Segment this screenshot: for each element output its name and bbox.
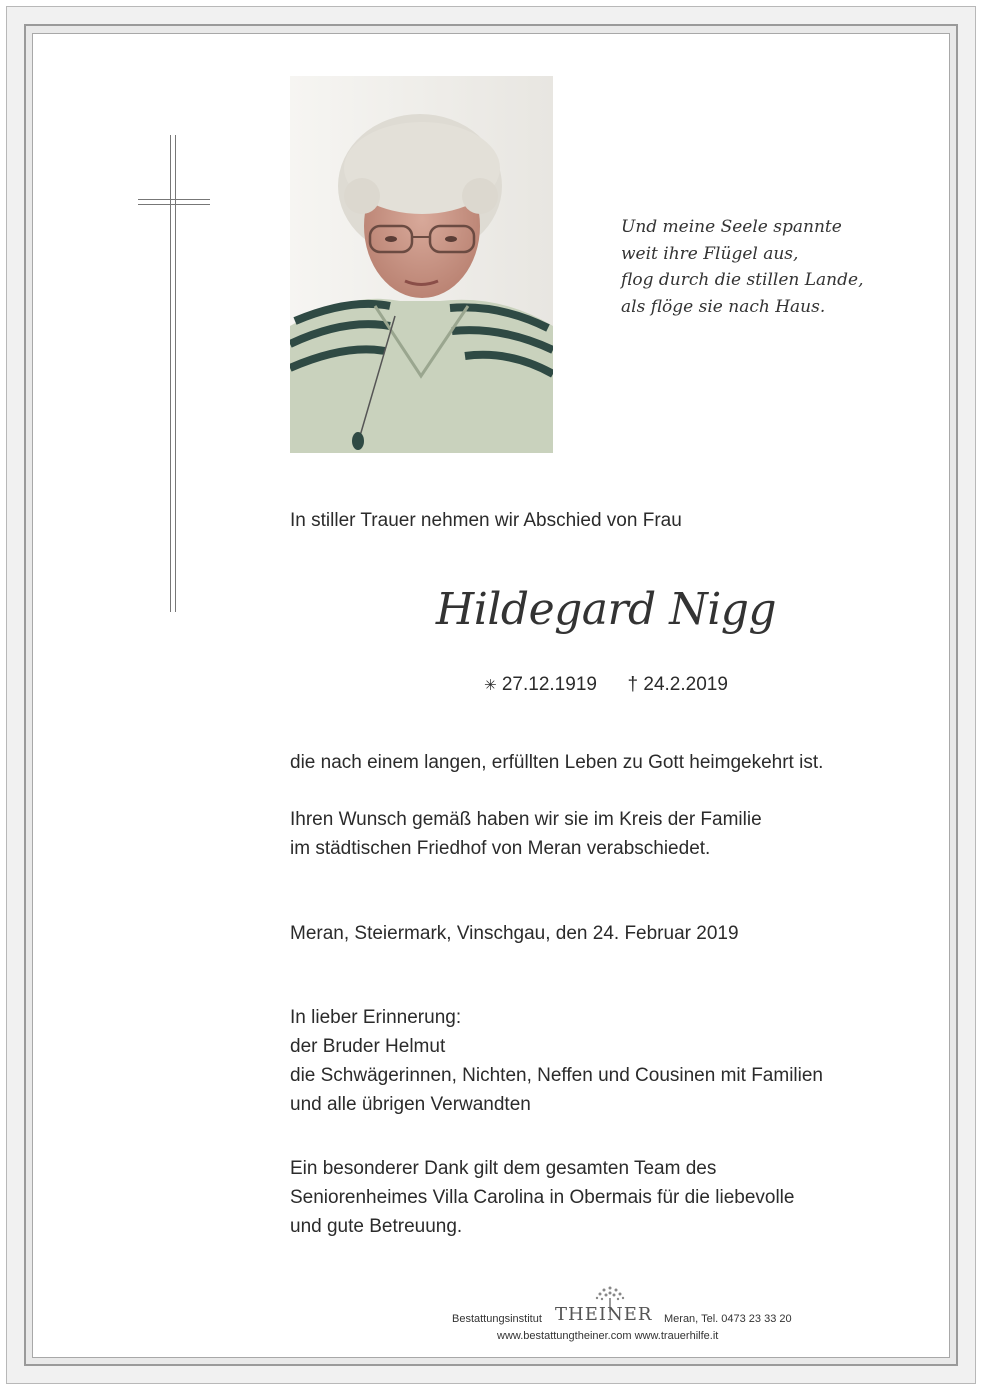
body-line: die nach einem langen, erfüllten Leben zu Gott heimgekehrt ist.: [290, 752, 824, 773]
thanks-paragraph: [290, 1154, 794, 1241]
paragraph-line: und alle übrigen Verwandten: [290, 1094, 531, 1115]
portrait-photo: [290, 76, 553, 453]
footer-contact: Meran, Tel. 0473 23 33 20: [664, 1313, 792, 1325]
poem: [621, 214, 863, 320]
birth-star-icon: ✳: [484, 676, 497, 694]
death-cross-icon: †: [627, 674, 639, 695]
footer-brand-logo: THEINER: [555, 1304, 653, 1325]
poem-line: weit ihre Flügel aus,: [621, 243, 799, 264]
footer-institute: Bestattungsinstitut: [452, 1313, 542, 1325]
wish-paragraph: [290, 805, 762, 863]
paragraph-line: Seniorenheimes Villa Carolina in Obermais für die liebevolle: [290, 1187, 795, 1208]
birth-date: 27.12.1919: [501, 674, 597, 695]
poem-line: flog durch die stillen Lande,: [621, 270, 864, 290]
paragraph-line: die Schwägerinnen, Nichten, Neffen und Cousinen mit Familien: [290, 1065, 824, 1086]
life-dates: [484, 674, 728, 696]
footer-web-links[interactable]: www.bestattungtheiner.com www.trauerhilfe.it: [497, 1330, 719, 1342]
poem-line: Und meine Seele spannte: [621, 217, 842, 237]
paragraph-line: der Bruder Helmut: [290, 1036, 446, 1057]
paragraph-line: In lieber Erinnerung:: [290, 1007, 462, 1028]
paragraph-line: im städtischen Friedhof von Meran verabschiedet.: [290, 838, 711, 859]
poem-line: als flöge sie nach Haus.: [621, 296, 826, 317]
intro-text: In stiller Trauer nehmen wir Abschied von Frau: [290, 510, 682, 531]
death-date: 24.2.2019: [643, 674, 728, 695]
paragraph-line: und gute Betreuung.: [290, 1216, 463, 1237]
place-date: Meran, Steiermark, Vinschgau, den 24. Februar 2019: [290, 923, 739, 944]
memory-paragraph: [290, 1003, 823, 1119]
paragraph-line: Ein besonderer Dank gilt dem gesamten Team des: [290, 1158, 717, 1179]
deceased-name: Hildegard Nigg: [435, 584, 777, 635]
paragraph-line: Ihren Wunsch gemäß haben wir sie im Kreis der Familie: [290, 809, 762, 830]
